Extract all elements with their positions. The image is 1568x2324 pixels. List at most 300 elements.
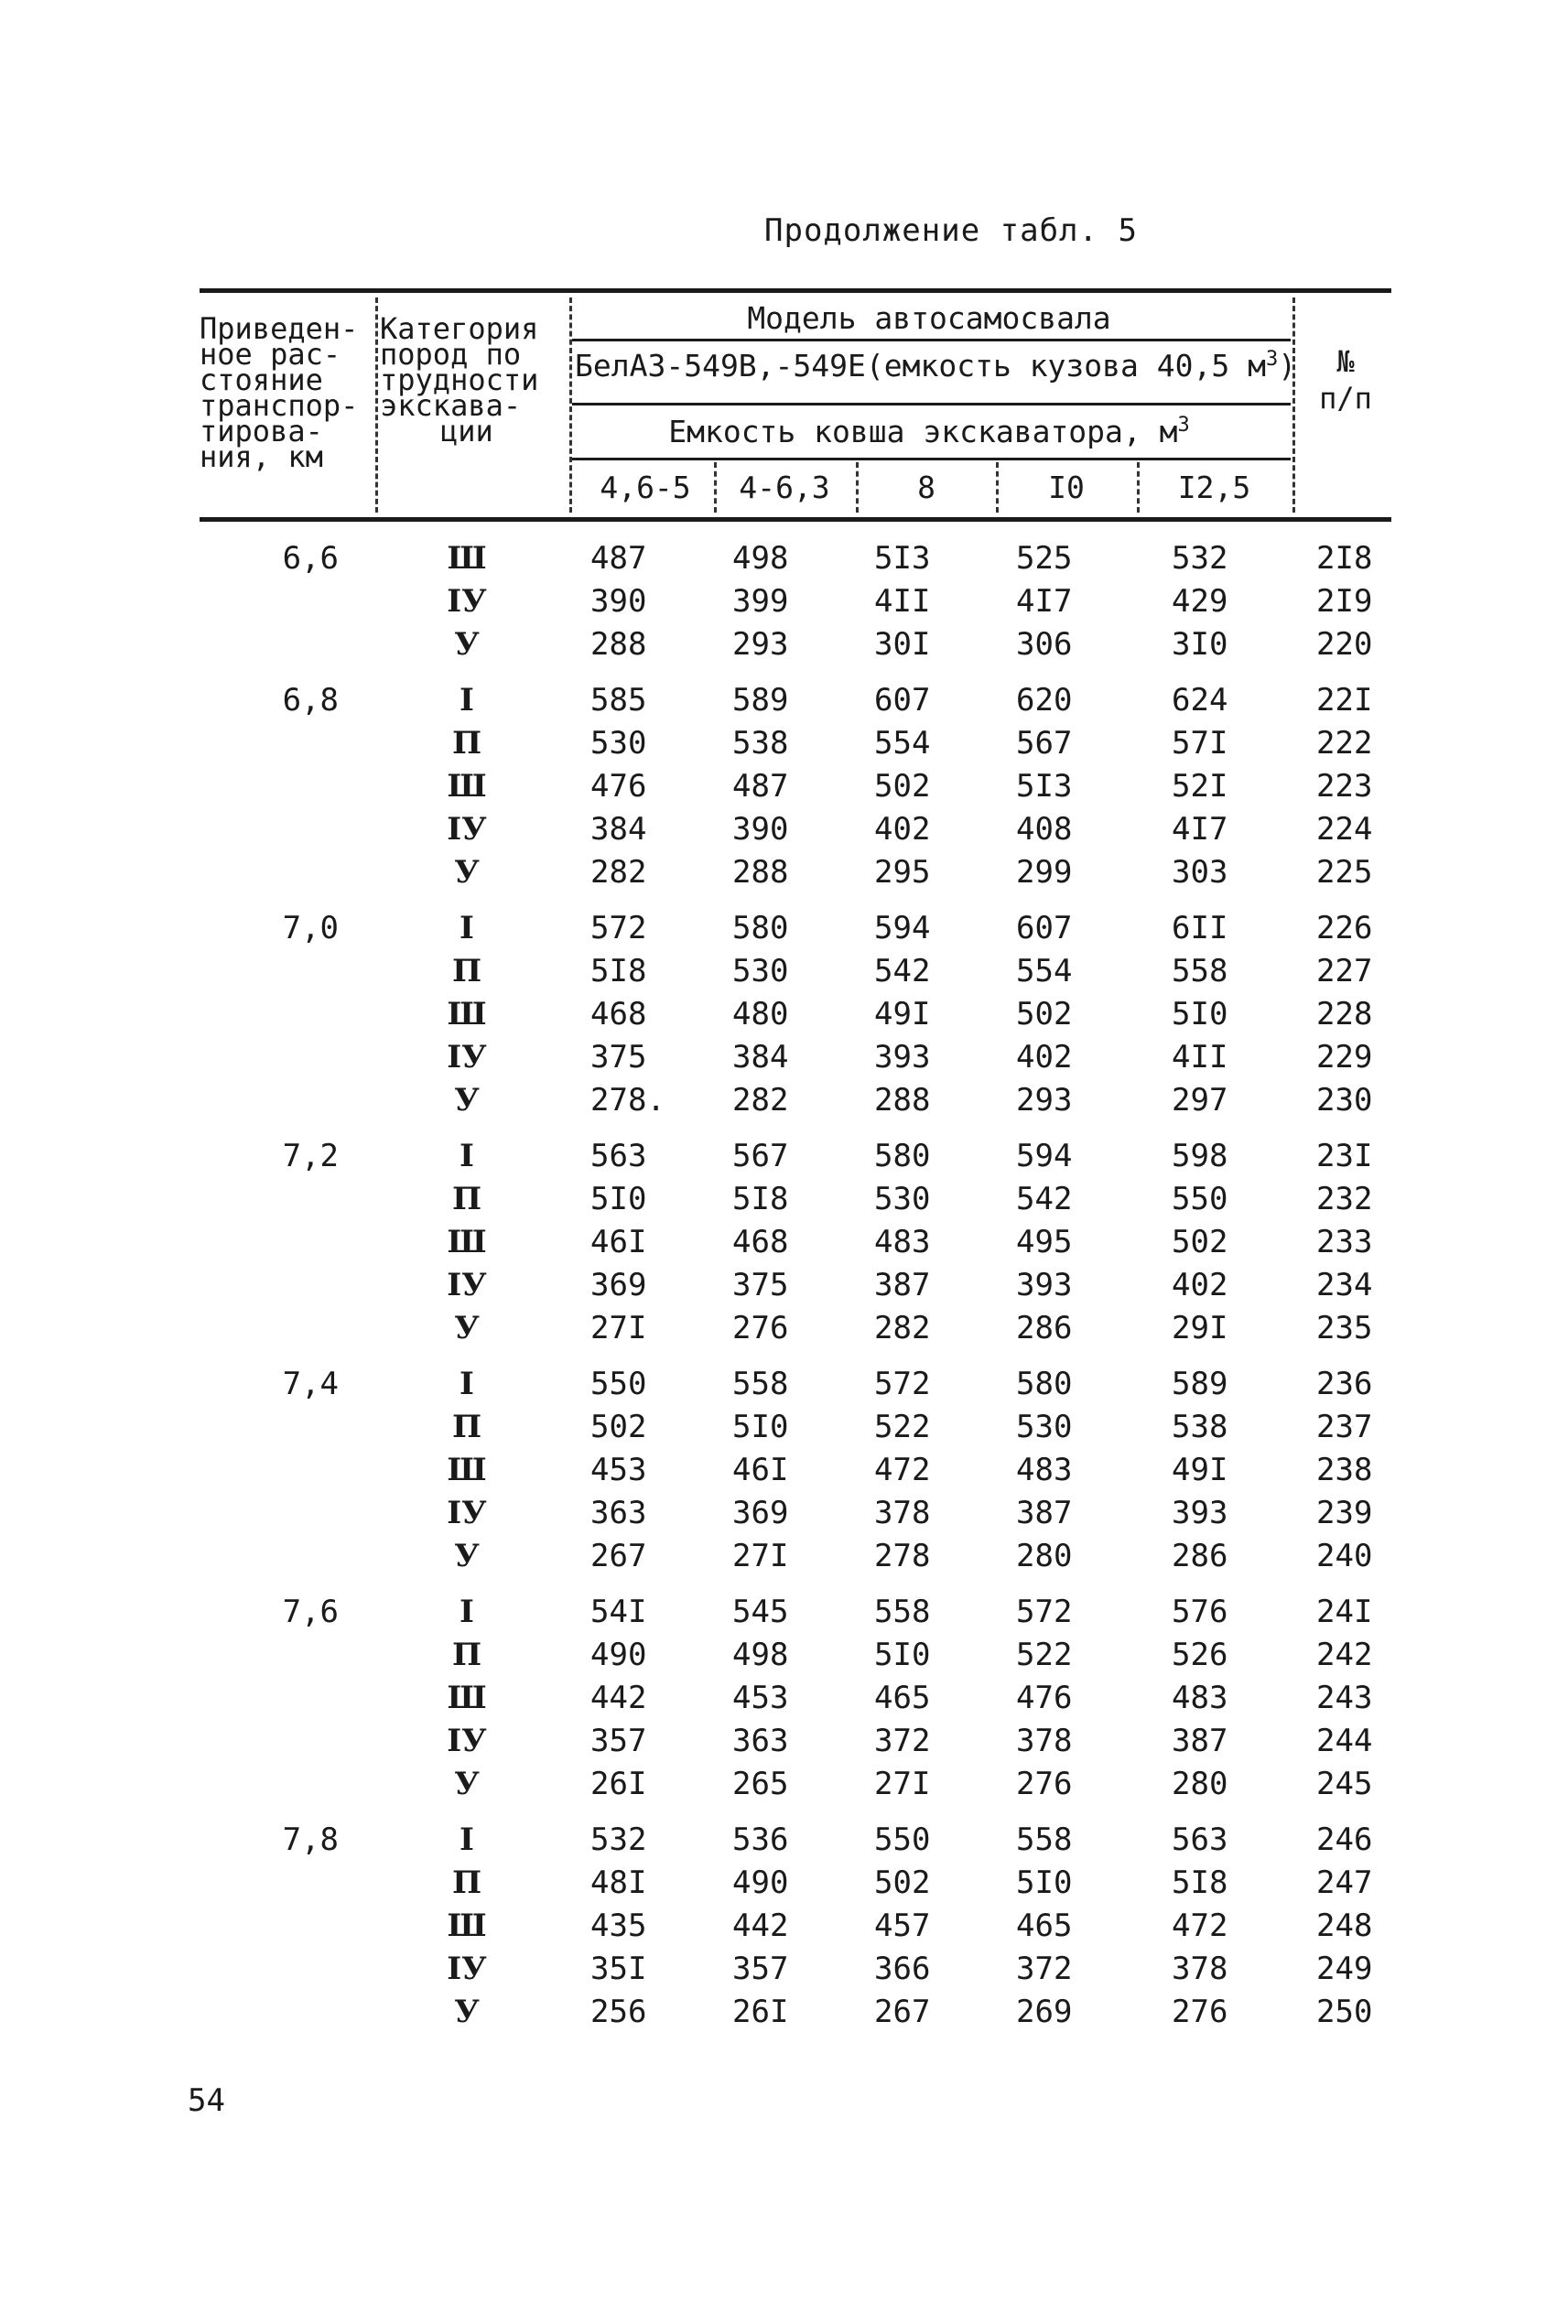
value-cell: 357 <box>732 1951 789 1987</box>
value-cell: 5I0 <box>1016 1865 1073 1901</box>
value-cell: 550 <box>1172 1181 1228 1217</box>
value-cell: 46I <box>732 1452 789 1488</box>
rock-category: У <box>454 1082 480 1119</box>
value-cell: 457 <box>874 1908 931 1944</box>
header-distance <box>200 311 373 474</box>
value-cell: 522 <box>874 1409 931 1445</box>
value-cell: 607 <box>1016 910 1073 946</box>
value-cell: 390 <box>590 583 647 620</box>
value-cell: 624 <box>1172 682 1228 719</box>
value-cell: 306 <box>1016 626 1073 663</box>
value-cell: 530 <box>732 953 789 989</box>
value-cell: 363 <box>590 1495 647 1531</box>
value-cell: 6II <box>1172 910 1228 946</box>
value-cell: 4I7 <box>1172 811 1228 848</box>
value-cell: 487 <box>590 540 647 577</box>
value-cell: 483 <box>874 1224 931 1260</box>
rock-category: П <box>451 1637 482 1673</box>
value-cell: 5I3 <box>874 540 931 577</box>
value-cell: 620 <box>1016 682 1073 719</box>
value-cell: 267 <box>874 1994 931 2030</box>
value-cell: 538 <box>1172 1409 1228 1445</box>
value-cell: 402 <box>1016 1039 1073 1076</box>
table-row <box>0 1865 1568 1907</box>
table-row <box>0 1538 1568 1580</box>
value-cell: 483 <box>1016 1452 1073 1488</box>
row-number: 239 <box>1316 1495 1373 1531</box>
value-cell: 282 <box>590 854 647 891</box>
value-cell: 594 <box>1016 1138 1073 1174</box>
row-number: 233 <box>1316 1224 1373 1260</box>
value-cell: 498 <box>732 540 789 577</box>
value-cell: 286 <box>1172 1538 1228 1574</box>
value-cell: 26I <box>732 1994 789 2030</box>
header-bucket-title-text: Емкость ковша экскаватора, м <box>668 414 1178 449</box>
header-divider <box>375 297 378 513</box>
row-number: 225 <box>1316 854 1373 891</box>
value-cell: 435 <box>590 1908 647 1944</box>
rock-category: У <box>454 1310 480 1346</box>
value-cell: 442 <box>732 1908 789 1944</box>
value-cell: 357 <box>590 1723 647 1759</box>
value-cell: 378 <box>874 1495 931 1531</box>
value-cell: 532 <box>1172 540 1228 577</box>
table-row <box>0 1224 1568 1266</box>
table-row <box>0 1452 1568 1494</box>
rock-category: У <box>454 1538 480 1574</box>
row-number: 227 <box>1316 953 1373 989</box>
value-cell: 530 <box>874 1181 931 1217</box>
table-row <box>0 1039 1568 1081</box>
header-model-superscript: 3 <box>1265 348 1279 371</box>
value-cell: 369 <box>590 1267 647 1303</box>
rock-category: П <box>451 725 482 762</box>
rock-category: IУ <box>447 1267 487 1303</box>
row-number: 236 <box>1316 1366 1373 1402</box>
value-cell: 572 <box>590 910 647 946</box>
row-number: 223 <box>1316 768 1373 805</box>
table-caption: Продолжение табл. 5 <box>764 212 1138 249</box>
header-size: 4,6-5 <box>600 470 691 505</box>
value-cell: 4II <box>874 583 931 620</box>
row-number: 220 <box>1316 626 1373 663</box>
header-category-line: пород по <box>380 337 522 372</box>
table-row <box>0 1951 1568 1993</box>
value-cell: 526 <box>1172 1637 1228 1673</box>
row-number: 2I8 <box>1316 540 1373 577</box>
value-cell: 387 <box>1172 1723 1228 1759</box>
value-cell: 476 <box>1016 1680 1073 1716</box>
rock-category: IУ <box>447 583 487 620</box>
value-cell: 299 <box>1016 854 1073 891</box>
value-cell: 465 <box>874 1680 931 1716</box>
rock-category: I <box>460 1138 474 1174</box>
value-cell: 468 <box>590 996 647 1032</box>
table-row <box>0 1766 1568 1808</box>
table-top-rule <box>200 288 1391 293</box>
value-cell: 502 <box>874 768 931 805</box>
table-row <box>0 768 1568 810</box>
row-number: 228 <box>1316 996 1373 1032</box>
value-cell: 372 <box>1016 1951 1073 1987</box>
value-cell: 490 <box>732 1865 789 1901</box>
row-number: 247 <box>1316 1865 1373 1901</box>
value-cell: 589 <box>732 682 789 719</box>
value-cell: 498 <box>732 1637 789 1673</box>
value-cell: 472 <box>1172 1908 1228 1944</box>
row-number: 244 <box>1316 1723 1373 1759</box>
table-row <box>0 1495 1568 1537</box>
value-cell: 5I0 <box>874 1637 931 1673</box>
value-cell: 567 <box>732 1138 789 1174</box>
value-cell: 558 <box>1016 1821 1073 1858</box>
row-number: 232 <box>1316 1181 1373 1217</box>
row-number: 248 <box>1316 1908 1373 1944</box>
value-cell: 27I <box>874 1766 931 1802</box>
value-cell: 480 <box>732 996 789 1032</box>
value-cell: 378 <box>1016 1723 1073 1759</box>
value-cell: 278. <box>590 1082 665 1119</box>
header-row-number <box>1300 343 1391 416</box>
value-cell: 393 <box>874 1039 931 1076</box>
value-cell: 278 <box>874 1538 931 1574</box>
rock-category: Ш <box>447 540 487 577</box>
value-cell: 369 <box>732 1495 789 1531</box>
value-cell: 487 <box>732 768 789 805</box>
value-cell: 490 <box>590 1637 647 1673</box>
value-cell: 26I <box>590 1766 647 1802</box>
row-number: 245 <box>1316 1766 1373 1802</box>
header-distance-line: ное рас- <box>200 337 341 372</box>
rock-category: I <box>460 1594 474 1630</box>
value-cell: 282 <box>874 1310 931 1346</box>
value-cell: 554 <box>874 725 931 762</box>
value-cell: 453 <box>590 1452 647 1488</box>
value-cell: 48I <box>590 1865 647 1901</box>
value-cell: 265 <box>732 1766 789 1802</box>
value-cell: 538 <box>732 725 789 762</box>
group-distance: 7,6 <box>282 1594 339 1630</box>
header-bucket-superscript: 3 <box>1177 414 1190 437</box>
value-cell: 295 <box>874 854 931 891</box>
header-rule <box>572 339 1291 341</box>
value-cell: 3I0 <box>1172 626 1228 663</box>
row-number: 226 <box>1316 910 1373 946</box>
rock-category: I <box>460 910 474 946</box>
value-cell: 5I0 <box>1172 996 1228 1032</box>
table-row <box>0 1821 1568 1864</box>
value-cell: 293 <box>732 626 789 663</box>
row-number: 250 <box>1316 1994 1373 2030</box>
value-cell: 580 <box>874 1138 931 1174</box>
value-cell: 442 <box>590 1680 647 1716</box>
value-cell: 472 <box>874 1452 931 1488</box>
table-row <box>0 1310 1568 1352</box>
table-row <box>0 1994 1568 2036</box>
value-cell: 297 <box>1172 1082 1228 1119</box>
value-cell: 288 <box>590 626 647 663</box>
value-cell: 532 <box>590 1821 647 1858</box>
row-number: 243 <box>1316 1680 1373 1716</box>
value-cell: 576 <box>1172 1594 1228 1630</box>
value-cell: 545 <box>732 1594 789 1630</box>
value-cell: 476 <box>590 768 647 805</box>
header-size: 8 <box>917 470 935 505</box>
value-cell: 542 <box>874 953 931 989</box>
value-cell: 402 <box>874 811 931 848</box>
table-row <box>0 1680 1568 1722</box>
table-row <box>0 540 1568 582</box>
value-cell: 580 <box>1016 1366 1073 1402</box>
rock-category: IУ <box>447 811 487 848</box>
value-cell: 530 <box>590 725 647 762</box>
rock-category: IУ <box>447 1723 487 1759</box>
value-cell: 572 <box>874 1366 931 1402</box>
value-cell: 5I8 <box>732 1181 789 1217</box>
value-cell: 372 <box>874 1723 931 1759</box>
header-size: 4-6,3 <box>739 470 830 505</box>
table-row <box>0 682 1568 724</box>
row-number: 224 <box>1316 811 1373 848</box>
table-row <box>0 1637 1568 1679</box>
value-cell: 27I <box>732 1538 789 1574</box>
rock-category: П <box>451 1409 482 1445</box>
value-cell: 286 <box>1016 1310 1073 1346</box>
row-number: 238 <box>1316 1452 1373 1488</box>
table-row <box>0 1082 1568 1124</box>
value-cell: 495 <box>1016 1224 1073 1260</box>
rock-category: IУ <box>447 1039 487 1076</box>
header-rule <box>572 458 1291 460</box>
value-cell: 558 <box>732 1366 789 1402</box>
header-model-title: Модель автосамосвала <box>747 300 1111 336</box>
table-row <box>0 811 1568 853</box>
value-cell: 54I <box>590 1594 647 1630</box>
table-row <box>0 854 1568 896</box>
header-category-line: экскава- <box>380 388 522 423</box>
rock-category: IУ <box>447 1495 487 1531</box>
table-row <box>0 1138 1568 1180</box>
value-cell: 408 <box>1016 811 1073 848</box>
row-number: 237 <box>1316 1409 1373 1445</box>
group-distance: 6,8 <box>282 682 339 719</box>
rock-category: П <box>451 1865 482 1901</box>
value-cell: 269 <box>1016 1994 1073 2030</box>
group-distance: 7,2 <box>282 1138 339 1174</box>
value-cell: 5I8 <box>590 953 647 989</box>
value-cell: 375 <box>590 1039 647 1076</box>
value-cell: 468 <box>732 1224 789 1260</box>
table-row <box>0 996 1568 1038</box>
row-number: 235 <box>1316 1310 1373 1346</box>
header-distance-line: тирова- <box>200 414 323 449</box>
table-row <box>0 1409 1568 1451</box>
table-row <box>0 583 1568 625</box>
header-category-line: Категория <box>380 311 539 346</box>
value-cell: 530 <box>1016 1409 1073 1445</box>
value-cell: 554 <box>1016 953 1073 989</box>
header-model-close: ) <box>1278 348 1297 384</box>
value-cell: 35I <box>590 1951 647 1987</box>
value-cell: 598 <box>1172 1138 1228 1174</box>
value-cell: 465 <box>1016 1908 1073 1944</box>
value-cell: 550 <box>874 1821 931 1858</box>
group-distance: 7,4 <box>282 1366 339 1402</box>
row-number: 22I <box>1316 682 1373 719</box>
value-cell: 27I <box>590 1310 647 1346</box>
table-row <box>0 1594 1568 1636</box>
rock-category: Ш <box>447 768 487 805</box>
header-rule <box>572 403 1291 405</box>
table-row <box>0 1908 1568 1950</box>
value-cell: 288 <box>732 854 789 891</box>
rock-category: I <box>460 1366 474 1402</box>
value-cell: 49I <box>874 996 931 1032</box>
value-cell: 563 <box>1172 1821 1228 1858</box>
value-cell: 5I8 <box>1172 1865 1228 1901</box>
value-cell: 390 <box>732 811 789 848</box>
value-cell: 563 <box>590 1138 647 1174</box>
value-cell: 387 <box>1016 1495 1073 1531</box>
value-cell: 585 <box>590 682 647 719</box>
table-row <box>0 1366 1568 1408</box>
page-number: 54 <box>188 2082 225 2119</box>
rock-category: IУ <box>447 1951 487 1987</box>
value-cell: 5I0 <box>590 1181 647 1217</box>
header-divider <box>1292 297 1295 513</box>
row-number: 2I9 <box>1316 583 1373 620</box>
header-model-name <box>575 348 1296 384</box>
value-cell: 4I7 <box>1016 583 1073 620</box>
header-model-name-text: БелАЗ-549В,-549Е(емкость кузова 40,5 м <box>575 348 1266 384</box>
value-cell: 375 <box>732 1267 789 1303</box>
rock-category: У <box>454 1994 480 2030</box>
header-distance-line: Приведен- <box>200 311 359 346</box>
value-cell: 550 <box>590 1366 647 1402</box>
row-number: 242 <box>1316 1637 1373 1673</box>
row-number: 249 <box>1316 1951 1373 1987</box>
row-number: 240 <box>1316 1538 1373 1574</box>
value-cell: 393 <box>1016 1267 1073 1303</box>
value-cell: 366 <box>874 1951 931 1987</box>
value-cell: 303 <box>1172 854 1228 891</box>
value-cell: 393 <box>1172 1495 1228 1531</box>
table-row <box>0 910 1568 952</box>
header-size: I0 <box>1048 470 1085 505</box>
value-cell: 525 <box>1016 540 1073 577</box>
value-cell: 402 <box>1172 1267 1228 1303</box>
value-cell: 399 <box>732 583 789 620</box>
value-cell: 288 <box>874 1082 931 1119</box>
header-category-line: ции <box>440 414 493 449</box>
value-cell: 30I <box>874 626 931 663</box>
value-cell: 282 <box>732 1082 789 1119</box>
rock-category: П <box>451 953 482 989</box>
row-number: 222 <box>1316 725 1373 762</box>
value-cell: 594 <box>874 910 931 946</box>
rock-category: Ш <box>447 996 487 1032</box>
rock-category: I <box>460 1821 474 1858</box>
row-number: 23I <box>1316 1138 1373 1174</box>
table-row <box>0 725 1568 767</box>
header-row-number-line: п/п <box>1319 381 1372 416</box>
value-cell: 276 <box>1016 1766 1073 1802</box>
group-distance: 7,0 <box>282 910 339 946</box>
row-number: 24I <box>1316 1594 1373 1630</box>
value-cell: 483 <box>1172 1680 1228 1716</box>
header-distance-line: транспор- <box>200 388 359 423</box>
rock-category: Ш <box>447 1680 487 1716</box>
value-cell: 280 <box>1172 1766 1228 1802</box>
group-distance: 7,8 <box>282 1821 339 1858</box>
group-distance: 6,6 <box>282 540 339 577</box>
value-cell: 572 <box>1016 1594 1073 1630</box>
header-category <box>380 311 563 449</box>
value-cell: 256 <box>590 1994 647 2030</box>
value-cell: 4II <box>1172 1039 1228 1076</box>
header-size: I2,5 <box>1177 470 1251 505</box>
value-cell: 29I <box>1172 1310 1228 1346</box>
value-cell: 384 <box>732 1039 789 1076</box>
value-cell: 267 <box>590 1538 647 1574</box>
value-cell: 502 <box>590 1409 647 1445</box>
value-cell: 5I3 <box>1016 768 1073 805</box>
rock-category: Ш <box>447 1452 487 1488</box>
value-cell: 607 <box>874 682 931 719</box>
table-row <box>0 1181 1568 1223</box>
header-distance-line: стояние <box>200 362 323 397</box>
value-cell: 429 <box>1172 583 1228 620</box>
table-row <box>0 626 1568 668</box>
value-cell: 558 <box>1172 953 1228 989</box>
table-row <box>0 1267 1568 1309</box>
value-cell: 387 <box>874 1267 931 1303</box>
value-cell: 580 <box>732 910 789 946</box>
value-cell: 502 <box>1172 1224 1228 1260</box>
value-cell: 276 <box>732 1310 789 1346</box>
row-number: 229 <box>1316 1039 1373 1076</box>
header-bucket-title <box>577 414 1281 449</box>
row-number: 246 <box>1316 1821 1373 1858</box>
value-cell: 502 <box>1016 996 1073 1032</box>
header-category-line: трудности <box>380 362 539 397</box>
value-cell: 363 <box>732 1723 789 1759</box>
rock-category: Ш <box>447 1908 487 1944</box>
value-cell: 589 <box>1172 1366 1228 1402</box>
rock-category: У <box>454 626 480 663</box>
row-number: 230 <box>1316 1082 1373 1119</box>
value-cell: 522 <box>1016 1637 1073 1673</box>
value-cell: 378 <box>1172 1951 1228 1987</box>
rock-category: I <box>460 682 474 719</box>
value-cell: 5I0 <box>732 1409 789 1445</box>
header-row-number-line: № <box>1336 344 1355 379</box>
rock-category: П <box>451 1181 482 1217</box>
value-cell: 293 <box>1016 1082 1073 1119</box>
value-cell: 46I <box>590 1224 647 1260</box>
value-cell: 57I <box>1172 725 1228 762</box>
rock-category: Ш <box>447 1224 487 1260</box>
value-cell: 558 <box>874 1594 931 1630</box>
table-row <box>0 1723 1568 1765</box>
table-row <box>0 953 1568 995</box>
value-cell: 276 <box>1172 1994 1228 2030</box>
rock-category: У <box>454 854 480 891</box>
value-cell: 542 <box>1016 1181 1073 1217</box>
value-cell: 536 <box>732 1821 789 1858</box>
row-number: 234 <box>1316 1267 1373 1303</box>
value-cell: 453 <box>732 1680 789 1716</box>
